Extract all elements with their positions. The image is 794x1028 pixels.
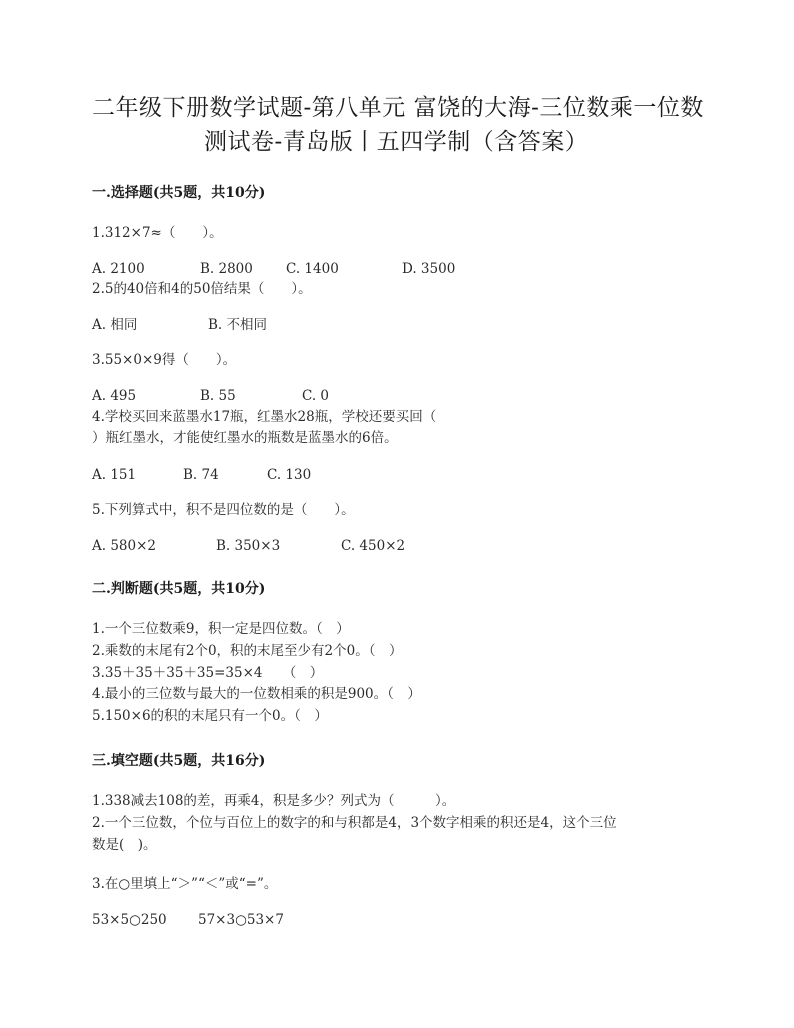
document-title-line-1: 二年级下册数学试题-第八单元 富饶的大海-三位数乘一位数 <box>92 95 704 121</box>
s1-question-4-line-1: 4.学校买回来蓝墨水17瓶，红墨水28瓶，学校还要买回（ <box>92 409 437 425</box>
s1-question-2: 2.5的40倍和4的50倍结果（ ）。 <box>92 281 312 297</box>
s1-question-1: 1.312×7≈（ ）。 <box>92 225 223 241</box>
s2-item-1: 1.一个三位数乘9，积一定是四位数。（ ） <box>92 621 350 637</box>
s1-q1-option-b: B. 2800 <box>200 261 253 277</box>
s3-question-2-line-1: 2.一个三位数，个位与百位上的数字的和与积都是4，3个数字相乘的积还是4，这个三位 <box>92 815 617 831</box>
s1-question-5: 5.下列算式中，积不是四位数的是（ ）。 <box>92 502 355 518</box>
s3-question-1: 1.338减去108的差，再乘4，积是多少？列式为（ ）。 <box>92 793 456 809</box>
s1-question-3: 3.55×0×9得（ ）。 <box>92 352 237 368</box>
section-1-heading: 一.选择题(共5题，共10分) <box>92 185 266 201</box>
s1-q5-option-b: B. 350×3 <box>216 538 281 554</box>
s1-question-4-line-2: ）瓶红墨水，才能使红墨水的瓶数是蓝墨水的6倍。 <box>92 430 398 446</box>
s2-item-2: 2.乘数的末尾有2个0，积的末尾至少有2个0。（ ） <box>92 643 403 659</box>
s1-q2-option-a: A. 相同 <box>92 317 138 333</box>
s1-q5-option-c: C. 450×2 <box>341 538 406 554</box>
s1-q4-option-c: C. 130 <box>267 467 312 483</box>
s1-q2-option-b: B. 不相同 <box>208 317 268 333</box>
document-title-line-2: 测试卷-青岛版丨五四学制（含答案） <box>204 129 589 155</box>
s1-q1-option-a: A. 2100 <box>92 261 145 277</box>
s2-item-4: 4.最小的三位数与最大的一位数相乘的积是900。（ ） <box>92 686 421 702</box>
s1-q3-option-a: A. 495 <box>92 388 137 404</box>
s1-q3-option-c: C. 0 <box>302 388 330 404</box>
s3-q3-part-a: 53×5○250 <box>92 912 167 928</box>
s1-q5-option-a: A. 580×2 <box>92 538 156 554</box>
section-2-heading: 二.判断题(共5题，共10分) <box>92 581 266 597</box>
s2-item-3: 3.35＋35＋35＋35=35×4 （ ） <box>92 665 324 681</box>
s1-q1-option-d: D. 3500 <box>402 261 456 277</box>
s1-q3-option-b: B. 55 <box>200 388 236 404</box>
s1-q1-option-c: C. 1400 <box>286 261 339 277</box>
s3-question-3: 3.在○里填上“＞”“＜”或“=”。 <box>92 876 278 892</box>
s1-q4-option-a: A. 151 <box>92 467 137 483</box>
s3-q3-part-b: 57×3○53×7 <box>198 912 284 928</box>
s3-question-2-line-2: 数是( )。 <box>92 837 157 853</box>
s1-q4-option-b: B. 74 <box>183 467 219 483</box>
s2-item-5: 5.150×6的积的末尾只有一个0。（ ） <box>92 708 328 724</box>
section-3-heading: 三.填空题(共5题，共16分) <box>92 753 266 769</box>
